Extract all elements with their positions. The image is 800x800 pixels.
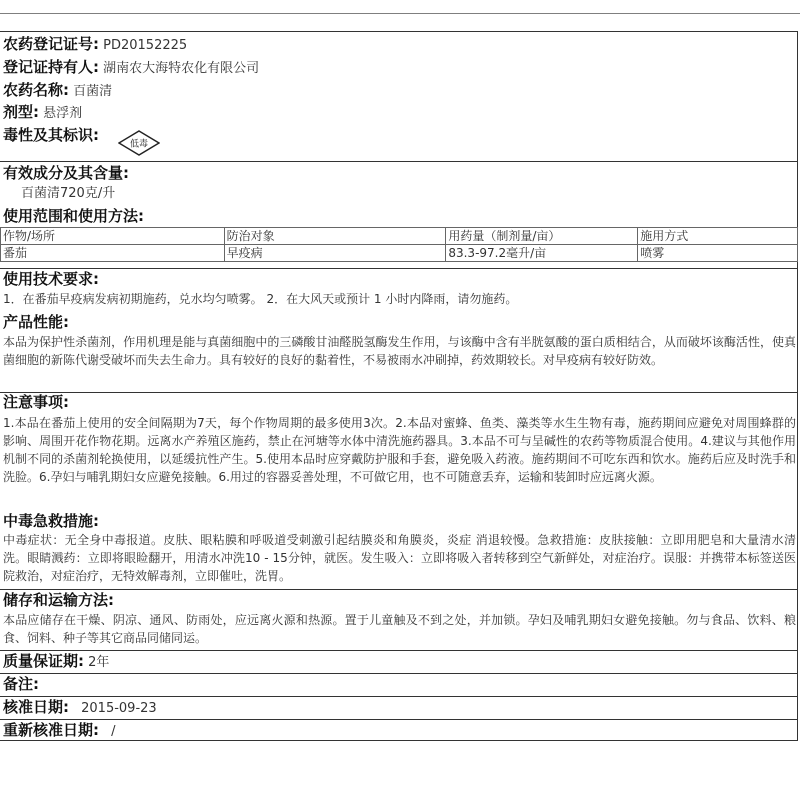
cell-target: 早疫病 xyxy=(224,245,446,262)
performance-label: 产品性能: xyxy=(3,313,69,331)
holder-value: 湖南农大海特农化有限公司 xyxy=(103,61,260,76)
separator xyxy=(0,673,798,674)
approval-date-label: 核准日期: xyxy=(3,698,69,716)
reapproval-date-row xyxy=(3,719,116,743)
notes-title-row xyxy=(3,391,69,415)
warranty-row xyxy=(3,650,109,674)
notes-text: 1.本品在番茄上使用的安全间隔期为7天，每个作物周期的最多使用3次。2.本品对蜜蜂、鱼类、藻类等水生生物有毒，施药期间应避免对周围蜂群的影响、周围开花作物花期。远离水产养殖区施药，禁止在河塘等水体中清洗施药器具。3.本品不可与呈碱性的农药等物质混合使用。4.建议与其他作用机制不同的杀菌剂轮换使用，以延缓抗性产生。5.使用本品时应穿戴防护服和手套，避免吸入药液。施药期间不可吃东西和饮水。施药后应及时洗手和洗脸。6.孕妇与哺乳期妇女应避免接触。6.用过的容器妥善处理，不可做它用，也不可随意丢弃，运输和装卸时应远离火源。 xyxy=(3,416,796,484)
usage-label: 使用范围和使用方法: xyxy=(3,207,144,225)
storage-label: 储存和运输方法: xyxy=(3,591,114,609)
storage-title-row xyxy=(3,589,114,613)
notes-label: 注意事项: xyxy=(3,393,69,411)
reapproval-date-value: / xyxy=(111,724,116,739)
name-row xyxy=(3,79,112,103)
usage-table-header xyxy=(1,228,798,245)
header-dosage: 用药量（制剂量/亩） xyxy=(446,228,638,245)
cell-method: 喷雾 xyxy=(638,245,798,262)
first-aid-label: 中毒急救措施: xyxy=(3,512,99,530)
low-toxicity-diamond-icon xyxy=(118,130,160,156)
warranty-label: 质量保证期: xyxy=(3,652,84,670)
reg-no-row xyxy=(3,33,187,57)
separator xyxy=(0,589,798,590)
name-label: 农药名称: xyxy=(3,81,69,99)
separator xyxy=(0,392,798,393)
holder-label: 登记证持有人: xyxy=(3,58,99,76)
performance-title-row xyxy=(3,311,69,335)
remarks-row xyxy=(3,673,39,697)
table-row xyxy=(1,245,798,262)
ingredients-value: 百菌清720克/升 xyxy=(21,186,116,201)
separator xyxy=(0,650,798,651)
performance-text: 本品为保护性杀菌剂，作用机理是能与真菌细胞中的三磷酸甘油醛脱氢酶发生作用，与该酶中含有半胱氨酸的蛋白质相结合，从而破坏该酶活性，使真菌细胞的新陈代谢受破坏而失去生命力。具有较好的良好的黏着性，不易被雨水冲刷掉，药效期较长。对早疫病有较好防效。 xyxy=(3,335,796,367)
usage-table xyxy=(0,227,798,262)
cell-crop: 番茄 xyxy=(1,245,225,262)
cell-dosage: 83.3-97.2毫升/亩 xyxy=(446,245,638,262)
approval-date-row xyxy=(3,696,157,720)
approval-date-value: 2015-09-23 xyxy=(81,701,157,716)
toxicity-label: 毒性及其标识: xyxy=(3,126,99,144)
holder-row xyxy=(3,56,259,80)
storage-text: 本品应储存在干燥、阴凉、通风、防雨处，应远离火源和热源。置于儿童触及不到之处，并加锁。孕妇及哺乳期妇女避免接触。勿与食品、饮料、粮食、饲料、种子等其它商品同储同运。 xyxy=(3,613,796,645)
separator xyxy=(0,268,798,269)
tech-title-row xyxy=(3,268,99,292)
remarks-label: 备注: xyxy=(3,675,39,693)
top-rule xyxy=(0,13,800,14)
reapproval-date-label: 重新核准日期: xyxy=(3,721,99,739)
header-method: 施用方式 xyxy=(638,228,798,245)
toxicity-row xyxy=(3,124,99,148)
tech-text: 1．在番茄早疫病发病初期施药，兑水均匀喷雾。 2．在大风天或预计 1 小时内降雨，请勿施药。 xyxy=(3,292,518,306)
formulation-value: 悬浮剂 xyxy=(43,106,83,121)
reg-no-value: PD20152225 xyxy=(103,38,188,53)
header-crop: 作物/场所 xyxy=(1,228,225,245)
usage-title-row xyxy=(3,205,144,229)
warranty-value: 2年 xyxy=(88,655,110,670)
formulation-row xyxy=(3,101,82,125)
first-aid-text: 中毒症状：无全身中毒报道。皮肤、眼粘膜和呼吸道受刺激引起结膜炎和角膜炎，炎症 消退较慢。急救措施：皮肤接触：立即用肥皂和大量清水清洗。眼睛溅药：立即将眼睑翻开，用清水冲洗10 - 15分钟，就医。发生吸入：立即将吸入者转移到空气新鲜处，对症治疗。误服：并携带本标签送医院救治，对症治疗，无特效解毒剂，立即催吐，洗胃。 xyxy=(3,533,796,583)
separator xyxy=(0,719,798,720)
formulation-label: 剂型: xyxy=(3,103,39,121)
name-value: 百菌清 xyxy=(73,84,113,99)
tech-label: 使用技术要求: xyxy=(3,270,99,288)
ingredients-label: 有效成分及其含量: xyxy=(3,164,129,182)
header-target: 防治对象 xyxy=(224,228,446,245)
reg-no-label: 农药登记证号: xyxy=(3,35,99,53)
toxicity-badge-text: 低毒 xyxy=(129,139,149,150)
ingredients-value-row xyxy=(21,183,115,205)
